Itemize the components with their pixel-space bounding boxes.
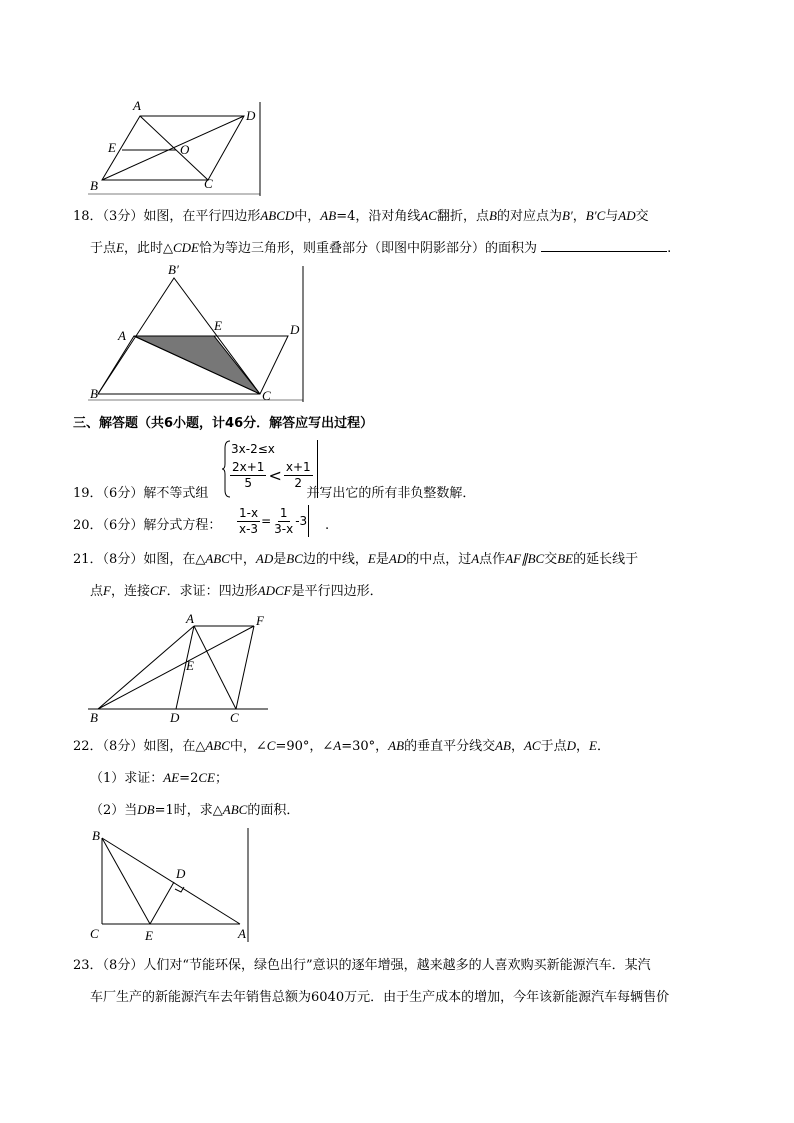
q22-var: ABC — [205, 738, 230, 753]
q18-line2 — [90, 238, 671, 259]
q21-text: ．求证：四边形 — [166, 584, 258, 599]
q22-text: ， — [576, 739, 590, 754]
figure-q18-label-b: B — [90, 386, 98, 401]
q22-part1 — [90, 768, 228, 789]
figure-q17-label-c: C — [204, 176, 213, 191]
q22-text: 的垂直平分线交 — [404, 739, 496, 754]
q21-text: 是 — [273, 552, 287, 567]
q20-equation — [237, 505, 309, 537]
q18-text: 与 — [605, 209, 619, 224]
q21-var: BC — [286, 551, 303, 566]
section-heading: 三、解答题（共6小题，计46分．解答应写出过程） — [73, 416, 374, 431]
q21-text: ，连接 — [110, 584, 150, 599]
figure-q18-label-bprime: B′ — [168, 262, 179, 277]
q18-var: B — [489, 208, 497, 223]
figure-q17-diagonal-bd — [102, 116, 244, 180]
q18-var: AD — [618, 208, 636, 223]
q20-text: 20．（6分）解分式方程： — [73, 518, 222, 533]
q19-line — [73, 484, 475, 504]
q19-lt: < — [268, 466, 282, 485]
q22-var: DB — [137, 802, 155, 817]
q22-var: D — [566, 738, 577, 753]
q22-var: AE — [163, 770, 180, 785]
figure-q18-label-d: D — [290, 322, 300, 337]
q18-text: 恰为等边三角形，则重叠部分（即图中阴影部分）的面积为 — [198, 241, 537, 256]
q22-var: C — [266, 738, 276, 753]
q18-text: 的对应点为 — [496, 209, 562, 224]
figure-q22-label-c: C — [90, 926, 99, 941]
q19-text: 19．（6分）解不等式组 — [73, 486, 209, 501]
q18-var: AB — [320, 208, 337, 223]
figure-q17-label-b: B — [90, 178, 98, 193]
q20-period: . — [325, 518, 330, 533]
q22-text: =90°，∠ — [275, 739, 334, 754]
figure-q22-label-d: D — [176, 866, 186, 881]
q20-frac-right-num: 1 — [279, 505, 288, 520]
q19-frac-right-den: 2 — [294, 476, 303, 490]
q21-var: ABC — [205, 551, 230, 566]
q22-text: 于点 — [540, 739, 567, 754]
q20-frac-left-num: 1-x — [239, 505, 259, 520]
q21-line1 — [73, 549, 638, 570]
q21-text: 21．（8分）如图，在△ — [73, 552, 206, 567]
q21-text: 交 — [544, 552, 558, 567]
q20-frac-left — [237, 506, 260, 537]
q21-line2 — [90, 581, 383, 602]
q20-frac-left-den: x-3 — [239, 521, 259, 536]
figure-q21-label-e: E — [186, 658, 194, 673]
q21-var: AD — [255, 551, 274, 566]
q23-line1: 23．（8分）人们对“节能环保，绿色出行”意识的逐年增强，越来越多的人喜欢购买新能源汽车．某汽 — [73, 958, 651, 973]
figure-q21-segment-fc — [236, 626, 254, 709]
q21-text: 的中点，过 — [406, 552, 472, 567]
q21-text: 边的中线， — [302, 552, 368, 567]
figure-q17-svg — [88, 98, 264, 198]
q21-var: BE — [557, 551, 574, 566]
q21-var: AF∥BC — [505, 551, 545, 566]
q22-text: （2）当 — [90, 803, 138, 818]
q22-var: AB — [495, 738, 511, 753]
figure-q21-label-a: A — [186, 612, 194, 626]
q18-var: AC — [420, 208, 437, 223]
q19-frac-left-num: 2x+1 — [232, 460, 265, 474]
q21-text: 是 — [375, 552, 389, 567]
q18-text: 翻折，点 — [436, 209, 489, 224]
q18-text: =4，沿对角线 — [336, 209, 421, 224]
q22-text: 22．（8分）如图，在△ — [73, 739, 206, 754]
q21-var: A — [471, 551, 480, 566]
q18-text: 交 — [635, 209, 649, 224]
q21-var: AD — [388, 551, 407, 566]
q22-text: =1时，求△ — [154, 803, 223, 818]
figure-q18-label-e: E — [214, 318, 222, 333]
q22-part2 — [90, 800, 299, 821]
q20-frac-right-den: 3-x — [274, 521, 294, 536]
q20-box-edge — [308, 505, 309, 537]
q18-text: 中， — [294, 209, 321, 224]
q21-var: CF — [149, 583, 167, 598]
figure-q18 — [88, 262, 306, 404]
figure-q22-label-a: A — [238, 926, 246, 941]
q20-line — [73, 516, 221, 536]
figure-q21-label-b: B — [90, 710, 98, 724]
q21-text: 中， — [229, 552, 256, 567]
q19-frac-right-num: x+1 — [285, 460, 311, 474]
q22-var: A — [333, 738, 342, 753]
q22-var: AB — [388, 738, 405, 753]
q22-text: =30°， — [341, 739, 389, 754]
figure-q22-label-e: E — [145, 928, 153, 943]
figure-q17-label-o: O — [180, 142, 190, 157]
q18-var: ABCD — [260, 208, 295, 223]
q18-answer-blank[interactable] — [541, 239, 667, 252]
q21-var: E — [367, 551, 376, 566]
q21-text: 的延长线于 — [573, 552, 639, 567]
figure-q22-segment-be — [102, 838, 150, 924]
q19-ineq1: 3x-2≤x — [231, 442, 275, 456]
q22-text: 中，∠ — [229, 739, 267, 754]
figure-q21 — [88, 612, 270, 724]
figure-q17-label-d: D — [246, 108, 256, 123]
q23-line2: 车厂生产的新能源汽车去年销售总额为6040万元．由于生产成本的增加，今年该新能源汽车每辆售价 — [90, 990, 670, 1005]
q20-tail: -3 — [295, 514, 308, 528]
q22-var: E — [589, 738, 597, 753]
figure-q21-svg — [88, 612, 270, 724]
figure-q21-label-f: F — [256, 613, 264, 628]
q22-var: CE — [198, 770, 215, 785]
figure-q18-svg — [88, 262, 306, 404]
q18-line1 — [73, 206, 649, 227]
q22-text: ． — [596, 739, 610, 754]
q20-eq: = — [261, 514, 272, 528]
q22-var: AC — [523, 738, 541, 753]
q21-text: 点 — [90, 584, 104, 599]
q18-text: ，此时△ — [123, 241, 173, 256]
q18-var: B′ — [561, 208, 573, 223]
figure-q18-label-c: C — [262, 388, 271, 403]
q20-frac-right — [272, 506, 295, 537]
q22-line1 — [73, 736, 610, 757]
figure-q21-label-d: D — [170, 710, 180, 724]
figure-q21-label-c: C — [230, 710, 239, 724]
q21-text: 点作 — [479, 552, 506, 567]
q22-text: ； — [214, 771, 228, 786]
figure-q17-label-a: A — [133, 98, 141, 113]
figure-q18-label-a: A — [118, 328, 126, 343]
q18-text: . — [667, 241, 672, 256]
figure-q22-segment-ed — [150, 882, 174, 924]
q18-text: ， — [572, 209, 586, 224]
q21-text: 是平行四边形． — [291, 584, 383, 599]
figure-q22 — [88, 826, 252, 946]
figure-q17 — [88, 98, 264, 198]
figure-q22-segment-ba — [102, 838, 240, 924]
figure-q17-label-e: E — [108, 140, 116, 155]
q22-text: （1）求证： — [90, 771, 164, 786]
q21-var: ADCF — [257, 583, 292, 598]
q18-text: 18．（3分）如图，在平行四边形 — [73, 209, 261, 224]
q18-var: CDE — [172, 240, 199, 255]
q18-var: E — [116, 240, 124, 255]
q19-frac-left-den: 5 — [244, 476, 253, 490]
q21-var: F — [103, 583, 111, 598]
figure-q21-segment-ab — [98, 626, 194, 709]
q22-text: =2 — [179, 771, 199, 786]
q19-text: 并写出它的所有非负整数解． — [306, 486, 476, 501]
q18-text: 于点 — [90, 241, 117, 256]
q22-var: ABC — [222, 802, 248, 817]
q22-text: ， — [510, 739, 524, 754]
figure-q21-segment-bf — [98, 626, 254, 709]
q22-text: 的面积． — [247, 803, 300, 818]
figure-q22-svg — [88, 826, 252, 946]
q18-var: B′C — [585, 208, 606, 223]
figure-q22-label-b: B — [92, 828, 100, 843]
